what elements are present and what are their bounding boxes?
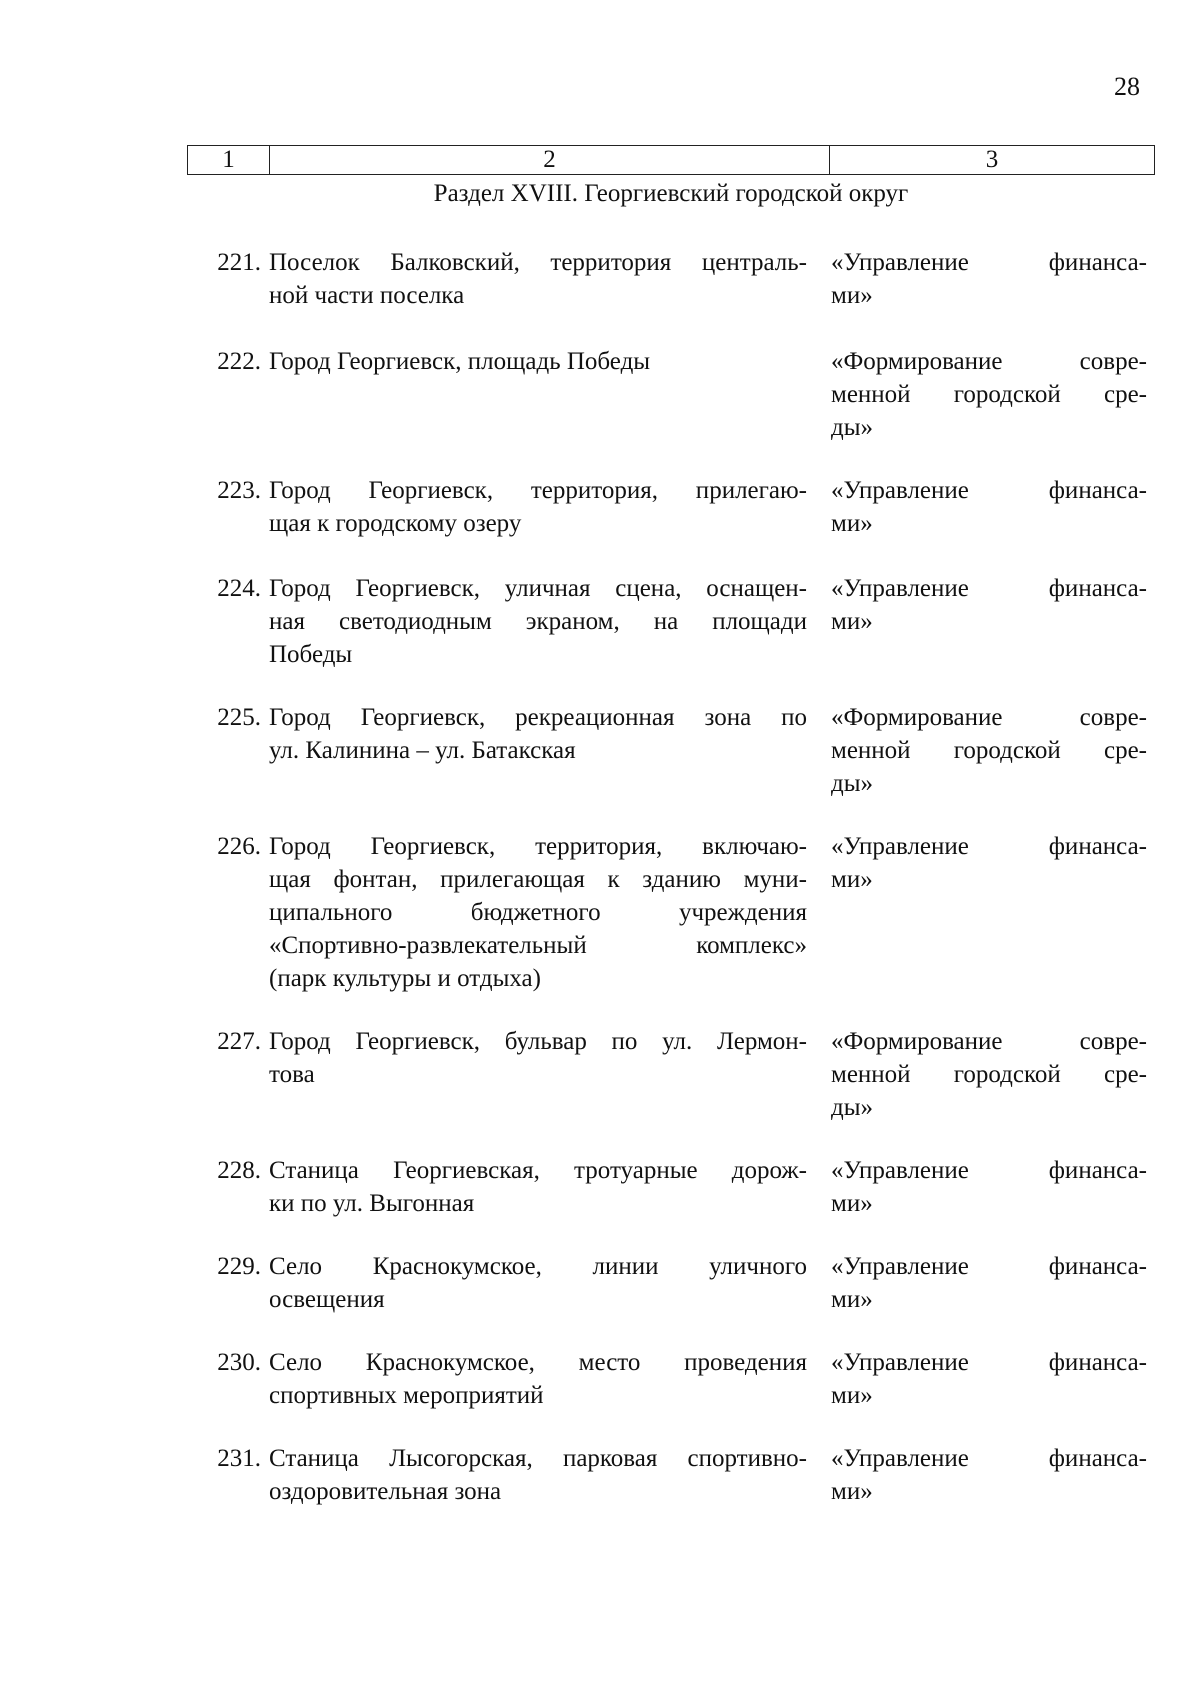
row-number: 225.	[217, 704, 261, 731]
table-row	[187, 1025, 1155, 1124]
program-line: «Формирование совре-	[831, 1028, 1147, 1055]
page-number: 28	[1114, 72, 1140, 101]
program-line: ми»	[831, 282, 873, 309]
location-line: Станица Лысогорская, парковая спортивно-	[269, 1445, 807, 1472]
program-line: ды»	[831, 770, 874, 797]
program-line: «Управление финанса-	[831, 575, 1147, 602]
program-line: «Формирование совре-	[831, 704, 1147, 731]
location-line: ки по ул. Выгонная	[269, 1190, 475, 1217]
program-line: ми»	[831, 866, 873, 893]
table-row	[187, 246, 1155, 312]
program-name	[831, 572, 1147, 671]
program-name	[831, 345, 1147, 444]
location-description	[269, 830, 807, 995]
row-number: 222.	[217, 348, 261, 375]
location-description	[269, 345, 807, 444]
location-line: това	[269, 1061, 315, 1088]
program-line: «Управление финанса-	[831, 249, 1147, 276]
row-number: 229.	[217, 1253, 261, 1280]
location-line: ул. Калинина – ул. Батакская	[269, 737, 576, 764]
location-line: ная светодиодным экраном, на площади	[269, 608, 807, 635]
location-line: Город Георгиевск, территория, прилегаю-	[269, 477, 807, 504]
row-number: 221.	[217, 249, 261, 276]
location-line: Поселок Балковский, территория централь-	[269, 249, 807, 276]
table-row	[187, 1346, 1155, 1412]
table-row	[187, 1250, 1155, 1316]
program-name	[831, 246, 1147, 312]
program-line: ми»	[831, 510, 873, 537]
program-line: менной городской сре-	[831, 1061, 1147, 1088]
location-line: Победы	[269, 641, 353, 668]
program-line: ды»	[831, 1094, 874, 1121]
row-number: 228.	[217, 1157, 261, 1184]
location-line: щая к городскому озеру	[269, 510, 522, 537]
table-row	[187, 345, 1155, 444]
location-line: Город Георгиевск, территория, включаю-	[269, 833, 807, 860]
table-row	[187, 1154, 1155, 1220]
program-line: «Управление финанса-	[831, 1349, 1147, 1376]
program-line: «Управление финанса-	[831, 833, 1147, 860]
location-description	[269, 1250, 807, 1316]
program-line: «Формирование совре-	[831, 348, 1147, 375]
program-name	[831, 830, 1147, 995]
location-line: «Спортивно-развлекательный комплекс»	[269, 932, 807, 959]
location-line: Город Георгиевск, бульвар по ул. Лермон-	[269, 1028, 807, 1055]
program-name	[831, 1250, 1147, 1316]
location-line: (парк культуры и отдыха)	[269, 965, 541, 992]
program-name	[831, 1442, 1147, 1508]
row-number: 230.	[217, 1349, 261, 1376]
location-line: спортивных мероприятий	[269, 1382, 544, 1409]
table-row	[187, 701, 1155, 800]
location-description	[269, 1025, 807, 1124]
location-line: Город Георгиевск, площадь Победы	[269, 348, 651, 375]
location-description	[269, 1442, 807, 1508]
location-description	[269, 572, 807, 671]
program-line: «Управление финанса-	[831, 1157, 1147, 1184]
location-line: Станица Георгиевская, тротуарные дорож-	[269, 1157, 807, 1184]
column-header-2: 2	[270, 146, 830, 174]
location-line: Село Краснокумское, линии уличного	[269, 1253, 807, 1280]
location-line: ципального бюджетного учреждения	[269, 899, 807, 926]
table-row	[187, 830, 1155, 995]
program-line: «Управление финанса-	[831, 1445, 1147, 1472]
program-line: «Управление финанса-	[831, 477, 1147, 504]
location-line: освещения	[269, 1286, 385, 1313]
location-description	[269, 701, 807, 800]
location-description	[269, 1154, 807, 1220]
program-line: ми»	[831, 1190, 873, 1217]
program-line: ми»	[831, 608, 873, 635]
program-line: менной городской сре-	[831, 737, 1147, 764]
location-line: Город Георгиевск, рекреационная зона по	[269, 704, 807, 731]
row-number: 223.	[217, 477, 261, 504]
table-row	[187, 1442, 1155, 1508]
program-line: ми»	[831, 1286, 873, 1313]
column-header-row	[187, 145, 1155, 175]
program-name	[831, 1025, 1147, 1124]
program-line: «Управление финанса-	[831, 1253, 1147, 1280]
location-line: Город Георгиевск, уличная сцена, оснащен-	[269, 575, 807, 602]
row-number: 224.	[217, 575, 261, 602]
table-body	[187, 246, 1155, 1508]
location-line: оздоровительная зона	[269, 1478, 502, 1505]
location-line: ной части поселка	[269, 282, 465, 309]
location-description	[269, 246, 807, 312]
program-name	[831, 1154, 1147, 1220]
location-line: щая фонтан, прилегающая к зданию муни-	[269, 866, 807, 893]
program-line: ми»	[831, 1382, 873, 1409]
program-name	[831, 701, 1147, 800]
row-number: 226.	[217, 833, 261, 860]
column-header-3: 3	[985, 146, 999, 173]
table-row	[187, 572, 1155, 671]
program-line: менной городской сре-	[831, 381, 1147, 408]
location-line: Село Краснокумское, место проведения	[269, 1349, 807, 1376]
program-line: ми»	[831, 1478, 873, 1505]
program-name	[831, 474, 1147, 540]
program-name	[831, 1346, 1147, 1412]
program-line: ды»	[831, 414, 874, 441]
location-description	[269, 1346, 807, 1412]
column-header-1: 1	[188, 146, 270, 174]
table-row	[187, 474, 1155, 540]
location-description	[269, 474, 807, 540]
section-title: Раздел XVIII. Георгиевский городской округ	[433, 180, 909, 207]
row-number: 227.	[217, 1028, 261, 1055]
row-number: 231.	[217, 1445, 261, 1472]
